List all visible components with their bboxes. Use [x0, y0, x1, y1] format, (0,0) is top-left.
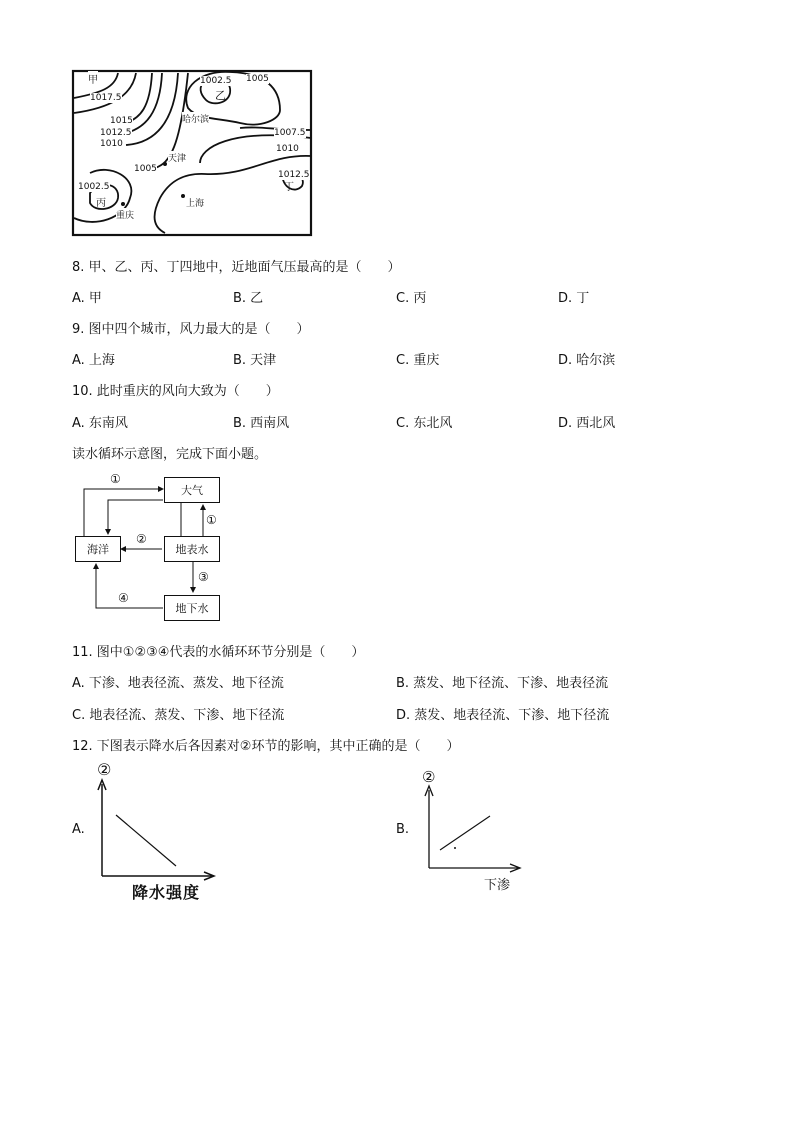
q9-option-c: C. 重庆 — [396, 353, 440, 368]
isobar-label: 1012.5 — [100, 128, 132, 138]
q8-option-a: A. 甲 — [72, 291, 102, 306]
mark-3: ③ — [198, 570, 209, 584]
label-harbin: 哈尔滨 — [182, 112, 209, 125]
isobar-label: 1005 — [246, 74, 269, 84]
surface-water-box: 地表水 — [164, 536, 220, 562]
q9-option-b: B. 天津 — [233, 353, 277, 368]
chongqing-dot — [121, 202, 125, 206]
graph-a-letter: A. — [72, 822, 85, 837]
graph-b-letter: B. — [396, 822, 410, 837]
intro-text: 读水循环示意图，完成下面小题。 — [72, 447, 268, 462]
q8-option-c: C. 丙 — [396, 291, 427, 306]
ocean-box: 海洋 — [75, 536, 121, 562]
isobar-label: 1005 — [134, 164, 157, 174]
graph-b-y-label: ② — [422, 768, 436, 786]
q10-option-b: B. 西南风 — [233, 416, 290, 431]
graph-a — [92, 760, 222, 902]
q8-option-d: D. 丁 — [558, 291, 590, 306]
isobar-label: 1010 — [276, 144, 299, 154]
q10-option-d: D. 西北风 — [558, 416, 616, 431]
q11-option-d: D. 蒸发、地表径流、下渗、地下径流 — [396, 708, 610, 723]
q11-option-c: C. 地表径流、蒸发、下渗、地下径流 — [72, 708, 285, 723]
tianjin-dot — [163, 162, 167, 166]
label-ding: 丁 — [284, 182, 294, 193]
isobar-label: 1017.5 — [90, 93, 122, 103]
q8-option-b: B. 乙 — [233, 291, 264, 306]
q9-option-a: A. 上海 — [72, 353, 115, 368]
graph-a-y-label: ② — [97, 760, 112, 779]
label-tianjin: 天津 — [168, 151, 186, 164]
isobar-label: 1002.5 — [78, 182, 110, 192]
question-9-stem: 9. 图中四个城市，风力最大的是（ ） — [72, 322, 310, 337]
graph-b — [418, 766, 528, 896]
isobar-label: 1007.5 — [274, 128, 306, 138]
q11-option-a: A. 下渗、地表径流、蒸发、地下径流 — [72, 676, 284, 691]
q9-option-d: D. 哈尔滨 — [558, 353, 616, 368]
atmosphere-box: 大气 — [164, 477, 220, 503]
label-jia: 甲 — [88, 71, 98, 86]
isobar-label: 1015 — [110, 116, 133, 126]
isobar-label: 1010 — [100, 139, 123, 149]
q10-option-a: A. 东南风 — [72, 416, 128, 431]
mark-4: ④ — [118, 591, 129, 605]
isobar-map — [70, 68, 314, 238]
question-8-stem: 8. 甲、乙、丙、丁四地中，近地面气压最高的是（ ） — [72, 260, 401, 275]
mark-1-right: ① — [206, 513, 217, 527]
water-cycle-diagram — [72, 472, 232, 624]
mark-2: ② — [136, 532, 147, 546]
label-yi: 乙 — [215, 89, 226, 102]
isobar-label: 1002.5 — [200, 76, 232, 86]
question-10-stem: 10. 此时重庆的风向大致为（ ） — [72, 384, 279, 399]
label-bing: 丙 — [96, 198, 106, 209]
mark-1-top: ① — [110, 472, 121, 486]
isobar-label: 1012.5 — [278, 170, 310, 180]
graph-a-x-label: 降水强度 — [132, 883, 201, 902]
q10-option-c: C. 东北风 — [396, 416, 453, 431]
shanghai-dot — [181, 194, 185, 198]
label-shanghai: 上海 — [186, 196, 204, 209]
label-chongqing: 重庆 — [116, 208, 134, 221]
graph-b-x-label: 下渗 — [484, 878, 511, 893]
question-11-stem: 11. 图中①②③④代表的水循环环节分别是（ ） — [72, 645, 365, 660]
groundwater-box: 地下水 — [164, 595, 220, 621]
question-12-stem: 12. 下图表示降水后各因素对②环节的影响，其中正确的是（ ） — [72, 739, 460, 754]
q11-option-b: B. 蒸发、地下径流、下渗、地表径流 — [396, 676, 609, 691]
